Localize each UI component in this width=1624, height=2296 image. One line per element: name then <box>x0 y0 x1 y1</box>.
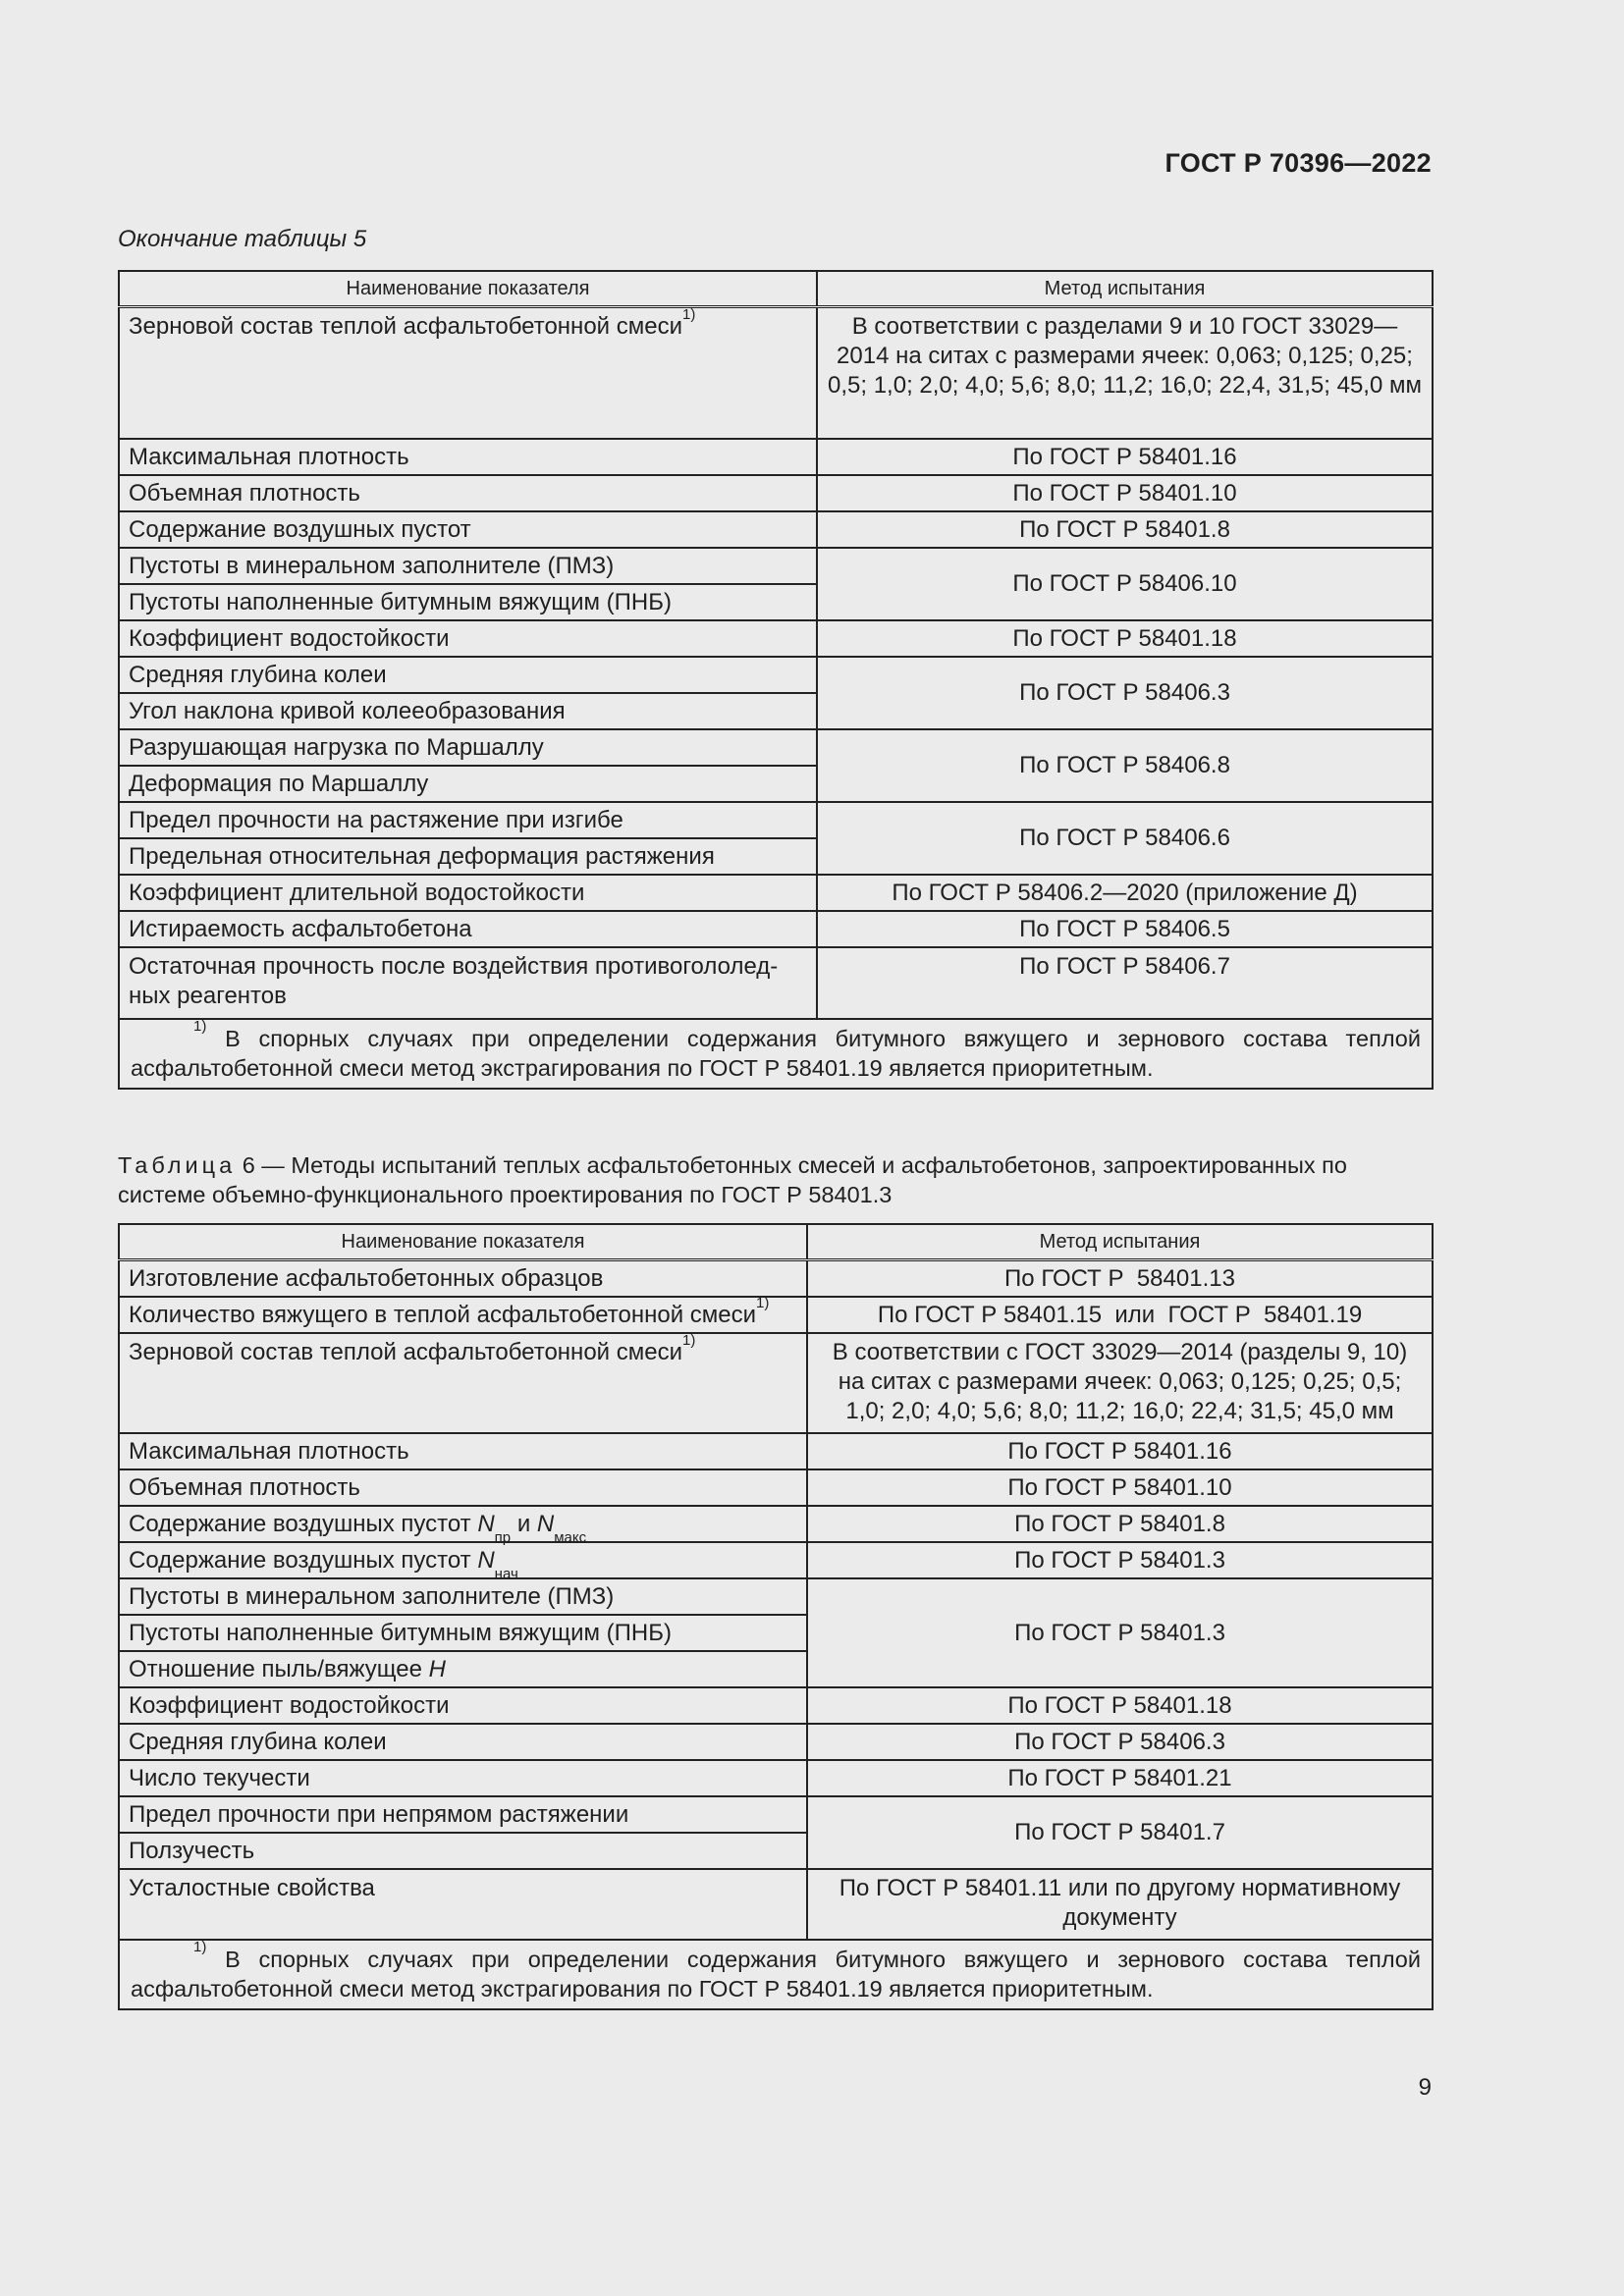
row-name: Усталостные свойства <box>119 1869 807 1940</box>
row-method: В соответствии с ГОСТ 33029—2014 (разделы 9, 10) на ситах с размерами ячеек: 0,063; 0,125; 0,25; 0,5; 1,0; 2,0; 4,0; 5,6; 8,0; 11,2; 16,0; 22,4; 31,5; 45,0 мм <box>807 1333 1433 1433</box>
row-name: Коэффициент водостойкости <box>119 620 817 657</box>
row-method: По ГОСТ Р 58401.18 <box>817 620 1433 657</box>
table-row <box>119 1542 1433 1578</box>
row-method: В соответствии с разделами 9 и 10 ГОСТ 33029—2014 на ситах с размерами ячеек: 0,063; 0,125; 0,25; 0,5; 1,0; 2,0; 4,0; 5,6; 8,0; 11,2; 16,0; 22,4, 31,5; 45,0 мм <box>817 307 1433 440</box>
row-method: По ГОСТ Р 58401.8 <box>807 1506 1433 1542</box>
table5-caption: Окончание таблицы 5 <box>118 226 367 252</box>
table6-caption: Таблица 6 — Методы испытаний теплых асфальтобетонных смесей и асфальтобетонов, запроектированных по системе объемно-функционального проектирования по ГОСТ Р 58401.3 <box>118 1152 1347 1207</box>
footnote-row <box>119 1019 1433 1089</box>
row-method: По ГОСТ Р 58401.21 <box>807 1760 1433 1796</box>
table-row <box>119 620 1433 657</box>
row-method: По ГОСТ Р 58401.7 <box>807 1796 1433 1869</box>
row-name: Отношение пыль/вяжущее Н <box>119 1651 807 1687</box>
table-header <box>119 1224 1433 1260</box>
row-name: Коэффициент длительной водостойкости <box>119 875 817 911</box>
table-row <box>119 657 1433 693</box>
footnote-ref: 1) <box>682 1332 696 1349</box>
row-method: По ГОСТ Р 58401.10 <box>807 1469 1433 1506</box>
row-name: Коэффициент водостойкости <box>119 1687 807 1724</box>
page-number: 9 <box>1418 2074 1432 2101</box>
table-5 <box>118 270 1434 1090</box>
row-name: Содержание воздушных пустот $N_{пр}$ и $N_{макс}$ <box>119 1506 807 1542</box>
table6-footnote: $^{1)}$ В спорных случаях при определении содержания битумного вяжущего и зернового состава теплой асфальтобетонной смеси метод экстрагирования по ГОСТ Р 58401.19 является приоритетным. <box>119 1940 1433 2009</box>
table-row <box>119 1433 1433 1469</box>
row-name: Максимальная плотность <box>119 1433 807 1469</box>
table-row <box>119 1869 1433 1940</box>
table-row <box>119 511 1433 548</box>
table-row <box>119 875 1433 911</box>
row-method: По ГОСТ Р 58401.16 <box>807 1433 1433 1469</box>
row-name: Пустоты в минеральном заполнителе (ПМЗ) <box>119 1578 807 1615</box>
table-row <box>119 1796 1433 1833</box>
table-label: Таблица <box>118 1152 237 1178</box>
row-method: По ГОСТ Р 58401.15 или ГОСТ Р 58401.19 <box>807 1297 1433 1333</box>
table-row <box>119 802 1433 838</box>
footnote-ref: 1) <box>682 306 696 323</box>
row-name: Количество вяжущего в теплой асфальтобетонной смеси$^{1)}$ <box>119 1297 807 1333</box>
col-method-header: Метод испытания <box>817 271 1433 307</box>
table5-footnote: $^{1)}$ В спорных случаях при определении содержания битумного вяжущего и зернового состава теплой асфальтобетонной смеси метод экстрагирования по ГОСТ Р 58401.19 является приоритетным. <box>119 1019 1433 1089</box>
footnote-mark: 1) <box>193 1939 207 1955</box>
row-method: По ГОСТ Р 58406.8 <box>817 729 1433 802</box>
row-method: По ГОСТ Р 58401.3 <box>807 1542 1433 1578</box>
row-method: По ГОСТ Р 58401.10 <box>817 475 1433 511</box>
row-method: По ГОСТ Р 58401.13 <box>807 1260 1433 1298</box>
row-method: По ГОСТ Р 58406.3 <box>817 657 1433 729</box>
row-name: Средняя глубина колеи <box>119 1724 807 1760</box>
row-name: Разрушающая нагрузка по Маршаллу <box>119 729 817 766</box>
table-row <box>119 1578 1433 1615</box>
row-method: По ГОСТ Р 58401.16 <box>817 439 1433 475</box>
row-name: Число текучести <box>119 1760 807 1796</box>
row-method: По ГОСТ Р 58406.6 <box>817 802 1433 875</box>
row-method: По ГОСТ Р 58401.18 <box>807 1687 1433 1724</box>
table-row <box>119 1687 1433 1724</box>
row-method: По ГОСТ Р 58406.2—2020 (приложение Д) <box>817 875 1433 911</box>
row-name: Остаточная прочность после воздействия противогололед-ных реагентов <box>119 947 817 1019</box>
table-row <box>119 911 1433 947</box>
row-name: Пустоты наполненные битумным вяжущим (ПНБ) <box>119 584 817 620</box>
table-row <box>119 439 1433 475</box>
table-row <box>119 1760 1433 1796</box>
footnote-ref: 1) <box>756 1294 770 1311</box>
table-6 <box>118 1223 1434 2010</box>
row-name: Деформация по Маршаллу <box>119 766 817 802</box>
table-row <box>119 1260 1433 1298</box>
table-row <box>119 1724 1433 1760</box>
table-row <box>119 307 1433 440</box>
row-name: Пустоты наполненные битумным вяжущим (ПНБ) <box>119 1615 807 1651</box>
col-name-header: Наименование показателя <box>119 1224 807 1260</box>
row-name: Пустоты в минеральном заполнителе (ПМЗ) <box>119 548 817 584</box>
table-row <box>119 1469 1433 1506</box>
col-name-header: Наименование показателя <box>119 271 817 307</box>
row-name: Предел прочности на растяжение при изгибе <box>119 802 817 838</box>
col-method-header: Метод испытания <box>807 1224 1433 1260</box>
row-method: По ГОСТ Р 58406.5 <box>817 911 1433 947</box>
row-name: Угол наклона кривой колееобразования <box>119 693 817 729</box>
table-row <box>119 947 1433 1019</box>
table-row <box>119 1506 1433 1542</box>
row-method: По ГОСТ Р 58401.3 <box>807 1578 1433 1687</box>
table-row <box>119 1333 1433 1433</box>
row-method: По ГОСТ Р 58406.10 <box>817 548 1433 620</box>
row-method: По ГОСТ Р 58406.7 <box>817 947 1433 1019</box>
row-name: Объемная плотность <box>119 475 817 511</box>
footnote-mark: 1) <box>193 1018 207 1035</box>
table-row <box>119 475 1433 511</box>
row-name: Зерновой состав теплой асфальтобетонной смеси$^{1)}$ <box>119 1333 807 1433</box>
document-number: ГОСТ Р 70396—2022 <box>1164 148 1432 178</box>
row-method: По ГОСТ Р 58401.11 или по другому нормативному документу <box>807 1869 1433 1940</box>
table-header <box>119 271 1433 307</box>
row-name: Зерновой состав теплой асфальтобетонной смеси$^{1)}$ <box>119 307 817 440</box>
footnote-row <box>119 1940 1433 2009</box>
table-row <box>119 548 1433 584</box>
row-name: Истираемость асфальтобетона <box>119 911 817 947</box>
row-method: По ГОСТ Р 58401.8 <box>817 511 1433 548</box>
row-name: Изготовление асфальтобетонных образцов <box>119 1260 807 1298</box>
row-name: Средняя глубина колеи <box>119 657 817 693</box>
row-name: Содержание воздушных пустот $N_{нач}$ <box>119 1542 807 1578</box>
row-name: Предел прочности при непрямом растяжении <box>119 1796 807 1833</box>
row-name: Объемная плотность <box>119 1469 807 1506</box>
table-row <box>119 729 1433 766</box>
row-name: Предельная относительная деформация растяжения <box>119 838 817 875</box>
row-method: По ГОСТ Р 58406.3 <box>807 1724 1433 1760</box>
table-row <box>119 1297 1433 1333</box>
row-name: Максимальная плотность <box>119 439 817 475</box>
row-name: Ползучесть <box>119 1833 807 1869</box>
row-name: Содержание воздушных пустот <box>119 511 817 548</box>
